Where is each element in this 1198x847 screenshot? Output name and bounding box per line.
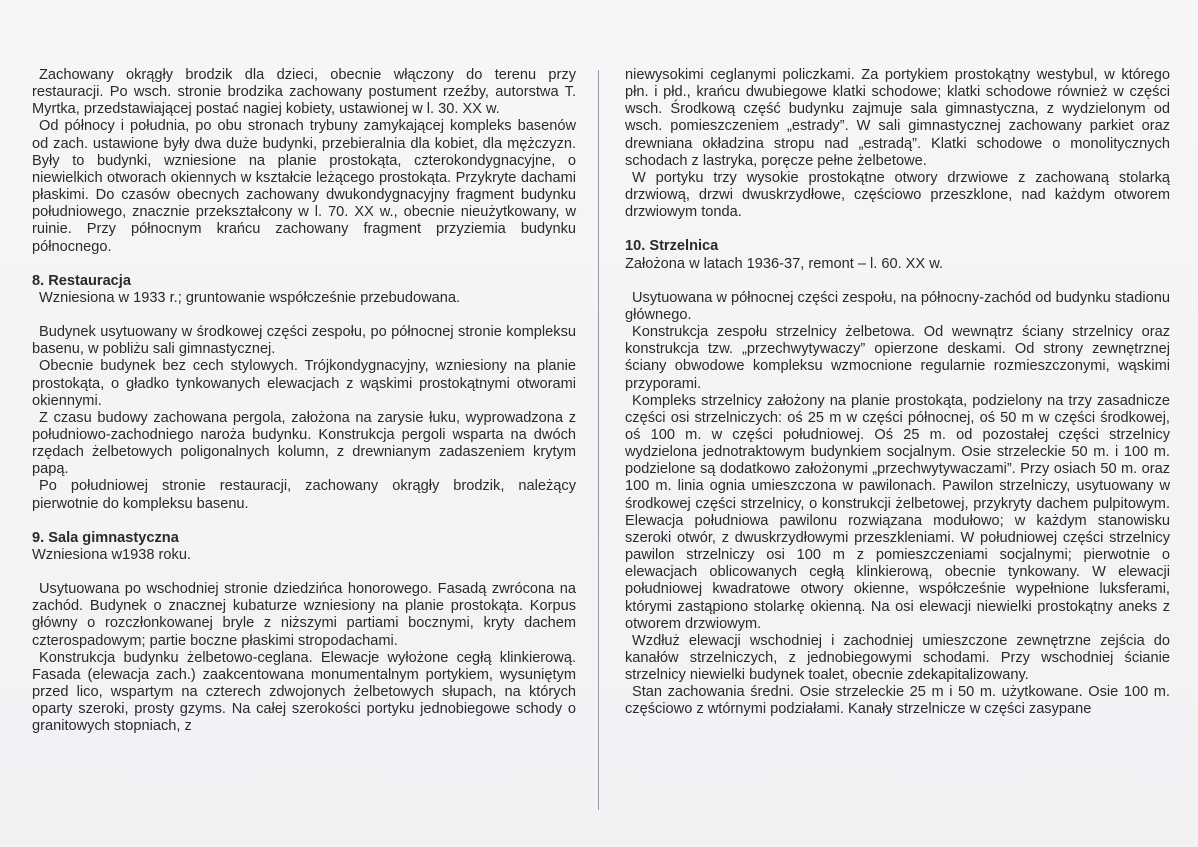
paragraph: Obecnie budynek bez cech stylowych. Trójkondygnacyjny, wzniesiony na planie prostokąta, o gładko tynkowanych elewacjach z wąskimi prostokątnymi otworami okiennymi.: [32, 358, 576, 409]
paragraph: Wzdłuż elewacji wschodniej i zachodniej umieszczone zewnętrzne zejścia do kanałów strzelniczych, z jednobiegowymi schodami. Przy wschodniej ścianie strzelnicy niewielki budynek toalet, obecnie zdekapitalizowany.: [625, 632, 1170, 684]
paragraph: niewysokimi ceglanymi policzkami. Za portykiem prostokątny westybul, w którego płn. i płd., krańcu dwubiegowe klatki schodowe; klatki schodowe również w części wsch. Środkową część budynku zajmuje sala gimnastyczna, z wydzielonym od wsch. pomieszczeniem „estrady”. W sali gimnastycznej zachowany parkiet oraz drewniana okładzina stropu nad „estradą”. Klatki schodowe o monolitycznych schodach z lastryka, poręcze pełne żelbetowe.: [625, 67, 1170, 169]
section-subtitle-8: Wzniesiona w 1933 r.; gruntowanie współcześnie przebudowana.: [39, 289, 461, 306]
paragraph: Zachowany okrągły brodzik dla dzieci, obecnie włączony do terenu przy restauracji. Po wsch. stronie brodzika zachowany postument rzeźby, autorstwa T. Myrtka, przedstawiającej postać nagiej kobiety, ustawionej w l. 30. XX w.: [32, 67, 576, 118]
paragraph: Konstrukcja budynku żelbetowo-ceglana. Elewacje wyłożone cegłą klinkierową. Fasada (elewacja zach.) zaakcentowana monumentalnym portykiem, wysuniętym przed lico, wspartym na czterech zdwojonych żelbetowych słupach, na których oparty szeroki, prosty gzyms. Na całej szerokości portyku jednobiegowe schody o granitowych stopniach, z: [32, 649, 576, 735]
section-heading-10: 10. Strzelnica: [625, 238, 719, 255]
paragraph: W portyku trzy wysokie prostokątne otwory drzwiowe z zachowaną stolarką drzwiową, drzwi dwuskrzydłowe, częściowo przeszklone, nad każdym otworem drzwiowym tonda.: [625, 169, 1170, 221]
column-divider: [598, 70, 599, 810]
section-heading-9: 9. Sala gimnastyczna: [32, 529, 179, 546]
paragraph: Konstrukcja zespołu strzelnicy żelbetowa. Od wewnątrz ściany strzelnicy oraz konstrukcja tzw. „przechwytywaczy” opierzone deskami. Od strony zewnętrznej ściany obwodowe kompleksu wzmocnione regularnie rozmieszczonymi, wąskimi przyporami.: [625, 324, 1170, 392]
left-column: [32, 67, 576, 735]
right-column: [625, 67, 1170, 719]
paragraph: Po południowej stronie restauracji, zachowany okrągły brodzik, należący pierwotnie do kompleksu basenu.: [32, 478, 576, 512]
paragraph: Kompleks strzelnicy założony na planie prostokąta, podzielony na trzy zasadnicze części osi strzelniczych: oś 25 m w części północnej, oś 50 m w części środkowej, oś 100 m. w części południowej. Oś 25 m. od pozostałej części strzelnicy wydzielona jednotraktowym budynkiem socjalnym. Osie strzeleckie 50 m. i 100 m. podzielone są dodatkowo założonymi „przechwytywaczami”. Przy osiach 50 m. oraz 100 m. linia ognia umieszczona w pawilonach. Pawilon strzelniczy, usytuowany w środkowej części strzelnicy, o konstrukcji żelbetowej, przykryty dachem pulpitowym. Elewacja południowa pawilonu rozwiązana modułowo; w każdym stanowisku szeroki otwór, z dwuskrzydłowymi przeszkleniami. W południowej części strzelnicy pawilon strzelniczy osi 100 m z pomieszczeniami socjalnymi; pierwotnie o elewacjach oblicowanych cegłą klinkierową, obecnie tynkowany. W elewacji południowej kwadratowe otwory okienne, współcześnie wypełnione luksferami, którymi zastąpiono stolarkę okienną. Na osi elewacji niewielki prostokątny aneks z otworem drzwiowym.: [625, 392, 1170, 632]
paragraph: Usytuowana w północnej części zespołu, na północny-zachód od budynku stadionu głównego.: [625, 289, 1170, 323]
section-heading-8: 8. Restauracja: [32, 272, 131, 289]
section-subtitle-9: Wzniesiona w1938 roku.: [32, 546, 191, 563]
paragraph: Usytuowana po wschodniej stronie dziedzińca honorowego. Fasadą zwrócona na zachód. Budynek o znacznej kubaturze wzniesiony na planie prostokąta. Korpus główny o rozczłonkowanej bryle z niższymi partiami bocznymi, kryty dachem czterospadowym; partie boczne płaskimi stropodachami.: [32, 581, 576, 649]
paragraph: Stan zachowania średni. Osie strzeleckie 25 m i 50 m. użytkowane. Osie 100 m. częściowo z wtórnymi podziałami. Kanały strzelnicze w części zasypane: [625, 684, 1170, 718]
paragraph: Budynek usytuowany w środkowej części zespołu, po północnej stronie kompleksu basenu, w pobliżu sali gimnastycznej.: [32, 324, 576, 358]
paragraph: Od północy i południa, po obu stronach trybuny zamykającej kompleks basenów od zach. ustawione były dwa duże budynki, przebieralnia dla kobiet, dla mężczyzn. Były to budynki, wzniesione na planie prostokąta, czterokondygnacyjne, o niewielkich otworach okiennych w kształcie leżącego prostokąta. Przykryte dachami płaskimi. Do czasów obecnych zachowany dwukondygnacyjny fragment budynku południowego, znacznie przekształcony w l. 70. XX w., obecnie nieużytkowany, w ruinie. Przy północnym krańcu zachowany fragment przyziemia budynku północnego.: [32, 118, 576, 255]
section-subtitle-10: Założona w latach 1936-37, remont – l. 60. XX w.: [625, 255, 943, 272]
paragraph: Z czasu budowy zachowana pergola, założona na zarysie łuku, wyprowadzona z południowo-zachodniego naroża budynku. Konstrukcja pergoli wsparta na dwóch rzędach żelbetowych poligonalnych kolumn, z drewnianym zadaszeniem krytym papą.: [32, 409, 576, 478]
